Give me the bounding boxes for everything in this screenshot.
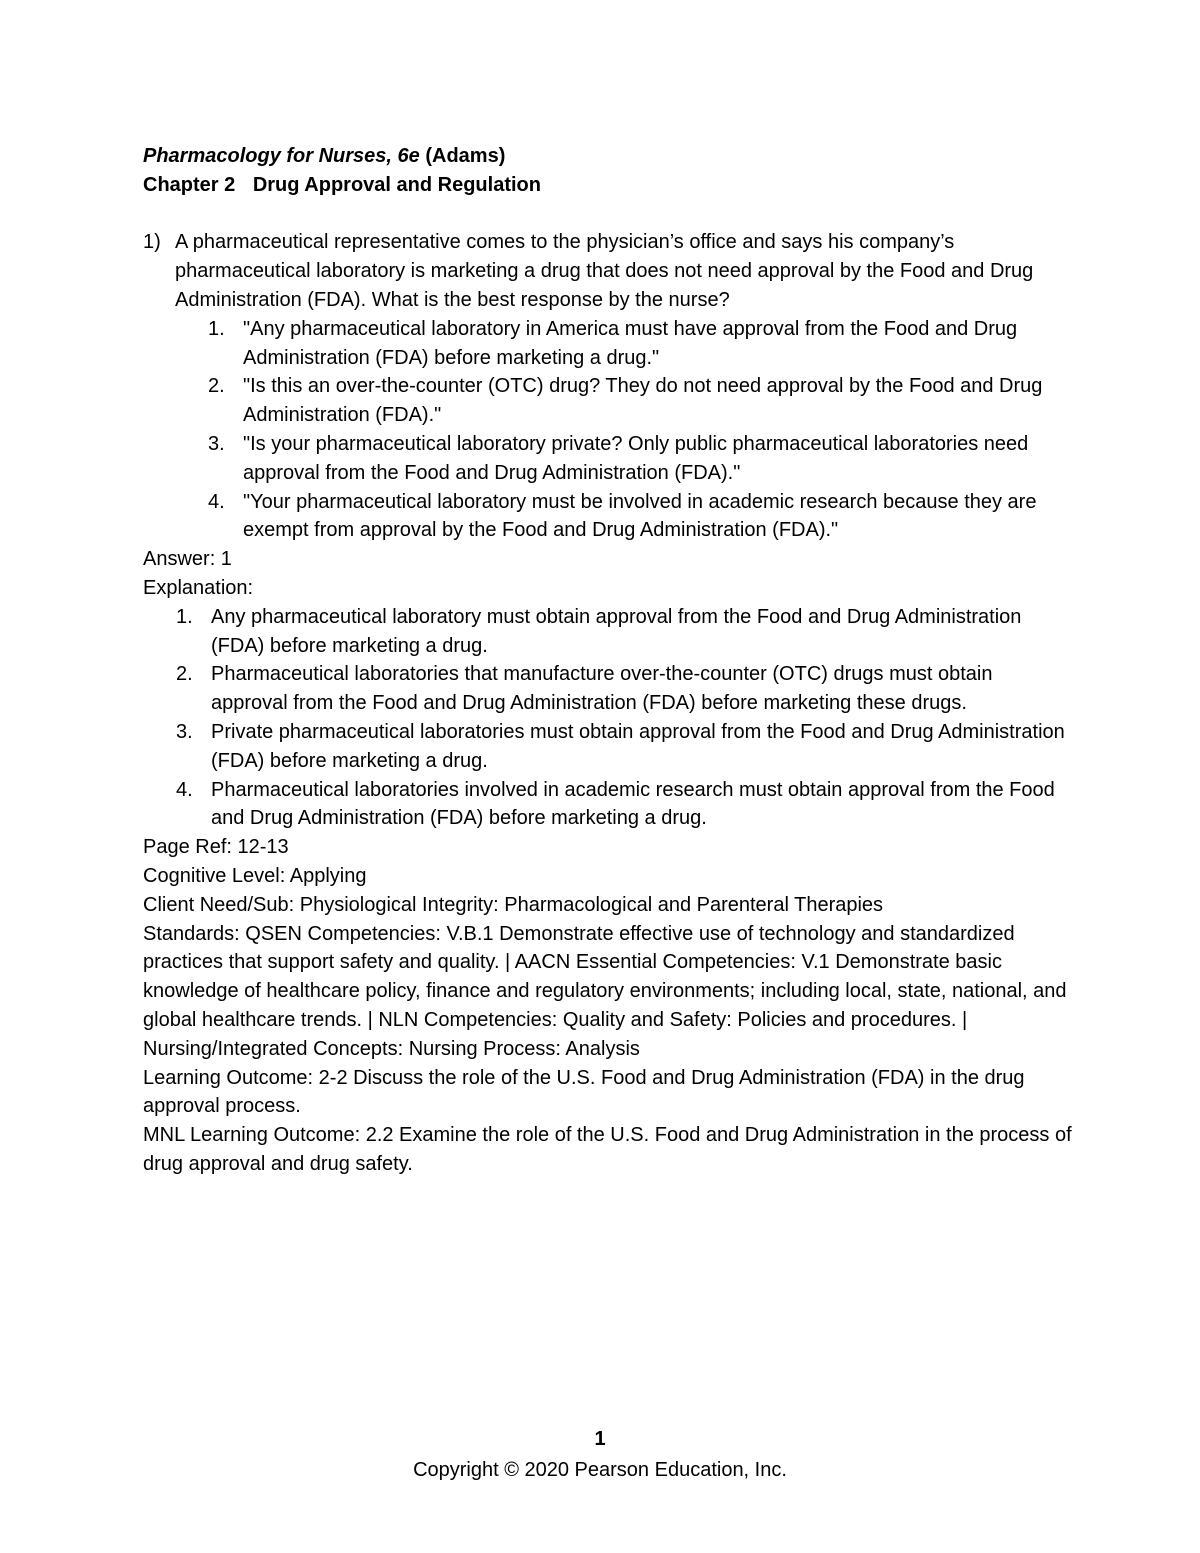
page-number: 1 [594, 1428, 606, 1450]
explanation-item [176, 603, 1073, 661]
chapter-heading [143, 171, 1073, 200]
choice-text: "Is this an over-the-counter (OTC) drug? They do not need approval by the Food and Drug Administration (FDA)." [243, 375, 1043, 427]
choice-item [208, 315, 1073, 373]
chapter-label: Chapter 2 [143, 173, 236, 196]
choice-number: 3. [208, 432, 225, 455]
explanation-list [143, 603, 1073, 833]
page-content [143, 142, 1073, 1179]
choice-text: "Any pharmaceutical laboratory in America must have approval from the Food and Drug Administration (FDA) before marketing a drug." [243, 317, 1018, 369]
choice-text: "Your pharmaceutical laboratory must be involved in academic research because they are exempt from approval by the Food and Drug Administration (FDA)." [243, 490, 1037, 542]
page-ref: Page Ref: 12-13 [143, 836, 289, 859]
explanation-text: Any pharmaceutical laboratory must obtain approval from the Food and Drug Administration (FDA) before marketing a drug. [211, 605, 1022, 657]
choice-item [208, 488, 1073, 546]
explanation-text: Pharmaceutical laboratories that manufacture over-the-counter (OTC) drugs must obtain approval from the Food and Drug Administration (FDA) before marketing these drugs. [211, 663, 993, 715]
explanation-label: Explanation: [143, 576, 254, 599]
spacer [143, 200, 1073, 229]
chapter-title: Drug Approval and Regulation [252, 173, 541, 196]
copyright-notice: Copyright © 2020 Pearson Education, Inc. [413, 1459, 787, 1481]
question-stem: A pharmaceutical representative comes to the physician’s office and says his company’s pharmaceutical laboratory is marketing a drug that does not need approval by the Food and Drug Administration (FDA). What is the best response by the nurse? [175, 231, 1034, 311]
choice-number: 1. [208, 317, 225, 340]
explanation-text: Pharmaceutical laboratories involved in academic research must obtain approval from the Food and Drug Administration (FDA) before marketing a drug. [211, 778, 1055, 830]
book-heading [143, 142, 1073, 171]
question-number: 1) [143, 231, 161, 254]
choice-number: 2. [208, 375, 225, 398]
learning-outcome: Learning Outcome: 2-2 Discuss the role of the U.S. Food and Drug Administration (FDA) in the drug approval process. [143, 1066, 1025, 1118]
explanation-item [176, 718, 1073, 776]
cognitive-level: Cognitive Level: Applying [143, 864, 367, 887]
question-block [143, 228, 1073, 545]
choice-item [208, 430, 1073, 488]
choice-item [208, 372, 1073, 430]
book-title: Pharmacology for Nurses, 6e [143, 145, 420, 167]
explanation-item [176, 776, 1073, 834]
answer-choices [175, 315, 1073, 545]
explanation-number: 4. [176, 778, 193, 801]
explanation-number: 3. [176, 720, 193, 743]
explanation-item [176, 660, 1073, 718]
client-need: Client Need/Sub: Physiological Integrity: Pharmacological and Parenteral Therapies [143, 893, 884, 916]
mnl-learning-outcome: MNL Learning Outcome: 2.2 Examine the role of the U.S. Food and Drug Administration in the process of drug approval and drug safety. [143, 1124, 1072, 1175]
explanation-number: 2. [176, 663, 193, 686]
explanation-text: Private pharmaceutical laboratories must obtain approval from the Food and Drug Administration (FDA) before marketing a drug. [211, 720, 1065, 772]
choice-text: "Is your pharmaceutical laboratory private? Only public pharmaceutical laboratories need approval from the Food and Drug Administration (FDA)." [243, 432, 1029, 484]
choice-number: 4. [208, 490, 225, 513]
standards: Standards: QSEN Competencies: V.B.1 Demonstrate effective use of technology and standardized practices that support safety and quality. | AACN Essential Competencies: V.1 Demonstrate basic knowledge of healthcare policy, finance and regulatory environments; including local, state, national, and global healthcare trends. | NLN Competencies: Quality and Safety: Policies and procedures. | Nursing/Integrated Concepts: Nursing Process: Analysis [143, 922, 1067, 1060]
explanation-number: 1. [176, 605, 193, 628]
book-author: (Adams) [425, 145, 506, 167]
answer-line: Answer: 1 [143, 548, 232, 571]
